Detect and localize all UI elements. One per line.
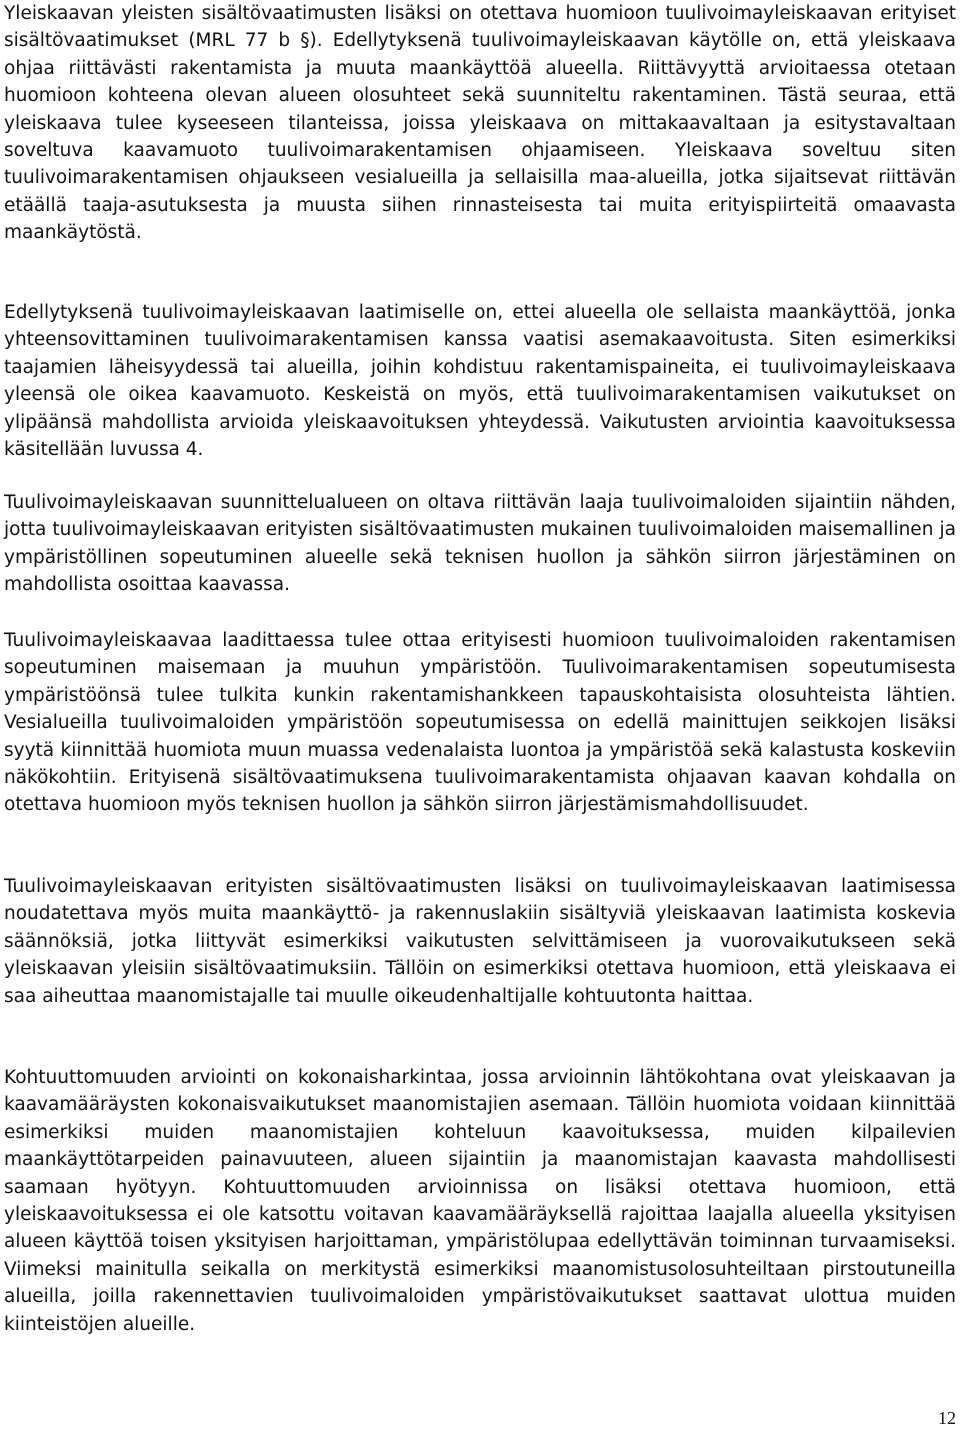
paragraph-3: Tuulivoimayleiskaavan suunnittelualueen on oltava riittävän laaja tuulivoimaloiden sijaintiin nähden, jotta tuulivoimayleiskaavan erityisten sisältövaatimusten mukainen tuulivoimaloiden maisemallinen ja ympäristöllinen sopeutuminen alueelle sekä teknisen huollon ja sähkön siirron järjestäminen on mahdollista osoittaa kaavassa. xyxy=(4,492,956,596)
paragraph-5: Tuulivoimayleiskaavan erityisten sisältövaatimusten lisäksi on tuulivoimayleiskaavan laatimisessa noudatettava myös muita maankäyttö- ja rakennuslakiin sisältyviä yleiskaavan laatimista koskevia säännöksiä, jotka liittyvät esimerkiksi vaikutusten selvittämiseen ja vuorovaikutukseen sekä yleiskaavan yleisiin sisältövaatimuksiin. Tällöin on esimerkiksi otettava huomioon, että yleiskaava ei saa aiheuttaa maanomistajalle tai muulle oikeudenhaltijalle kohtuutonta haittaa. xyxy=(4,876,956,1007)
paragraph-2: Edellytyksenä tuulivoimayleiskaavan laatimiselle on, ettei alueella ole sellaista maankäyttöä, jonka yhteensovittaminen tuulivoimarakentamisen kanssa vaatisi asemakaavoitusta. Siten esimerkiksi taajamien läheisyydessä tai alueilla, joihin kohdistuu rakentamispaineita, ei tuulivoimayleiskaava yleensä ole oikea kaavamuoto. Keskeistä on myös, että tuulivoimarakentamisen vaikutukset on ylipäänsä mahdollista arvioida yleiskaavoituksen yhteydessä. Vaikutusten arviointia kaavoituksessa käsitellään luvussa 4. xyxy=(4,302,956,461)
paragraph-6: Kohtuuttomuuden arviointi on kokonaisharkintaa, jossa arvioinnin lähtökohtana ovat yleiskaavan ja kaavamääräysten kokonaisvaikutukset maanomistajien asemaan. Tällöin huomiota voidaan kiinnittää esimerkiksi muiden maanomistajien kohteluun kaavoituksessa, muiden kilpailevien maankäyttötarpeiden painavuuteen, alueen sijaintiin ja maanomistajan kaavasta mahdollisesti saamaan hyötyyn. Kohtuuttomuuden arvioinnissa on lisäksi otettava huomioon, että yleiskaavoituksessa ei ole katsottu voitavan kaavamääräyksellä rajoittaa laajalla alueella yksityisen alueen käyttöä toisen yksityisen harjoittaman, ympäristölupaa edellyttävän toiminnan turvaamiseksi. Viimeksi mainitulla seikalla on merkitystä esimerkiksi maanomistusolosuhteiltaan pirstoutuneilla alueilla, joilla rakennettavien tuulivoimaloiden ympäristövaikutukset saattavat ulottua muiden kiinteistöjen alueille. xyxy=(4,1067,956,1335)
paragraph-4: Tuulivoimayleiskaavaa laadittaessa tulee ottaa erityisesti huomioon tuulivoimaloiden rakentamisen sopeutuminen maisemaan ja muuhun ympäristöön. Tuulivoimarakentamisen sopeutumisesta ympäristöönsä tulee tulkita kunkin rakentamishankkeen tapauskohtaisista olosuhteista lähtien. Vesialueilla tuulivoimaloiden ympäristöön sopeutumisessa on edellä mainittujen seikkojen lisäksi syytä kiinnittää huomiota muun muassa vedenalaista luontoa ja ympäristöä sekä kalastusta koskeviin näkökohtiin. Erityisenä sisältövaatimuksena tuulivoimarakentamista ohjaavan kaavan kohdalla on otettava huomioon myös teknisen huollon ja sähkön siirron järjestämismahdollisuudet. xyxy=(4,630,956,816)
paragraph-1: Yleiskaavan yleisten sisältövaatimusten lisäksi on otettava huomioon tuulivoimayleiskaavan erityiset sisältövaatimukset (MRL 77 b §). Edellytyksenä tuulivoimayleiskaavan käytölle on, että yleiskaava ohjaa riittävästi rakentamista ja muuta maankäyttöä alueella. Riittävyyttä arvioitaessa otetaan huomioon kohteena olevan alueen olosuhteet sekä suunniteltu rakentaminen. Tästä seuraa, että yleiskaava tulee kyseeseen tilanteissa, joissa yleiskaava on mittakaavaltaan ja esitystavaltaan soveltuva kaavamuoto tuulivoimarakentamisen ohjaamiseen. Yleiskaava soveltuu siten tuulivoimarakentamisen ohjaukseen vesialueilla ja sellaisilla maa-alueilla, jotka sijaitsevat riittävän etäällä taaja-asutuksesta ja muusta siihen rinnasteisesta tai muita erityispiirteitä omaavasta maankäytöstä. xyxy=(4,3,956,244)
page-number: 12 xyxy=(938,1408,956,1428)
